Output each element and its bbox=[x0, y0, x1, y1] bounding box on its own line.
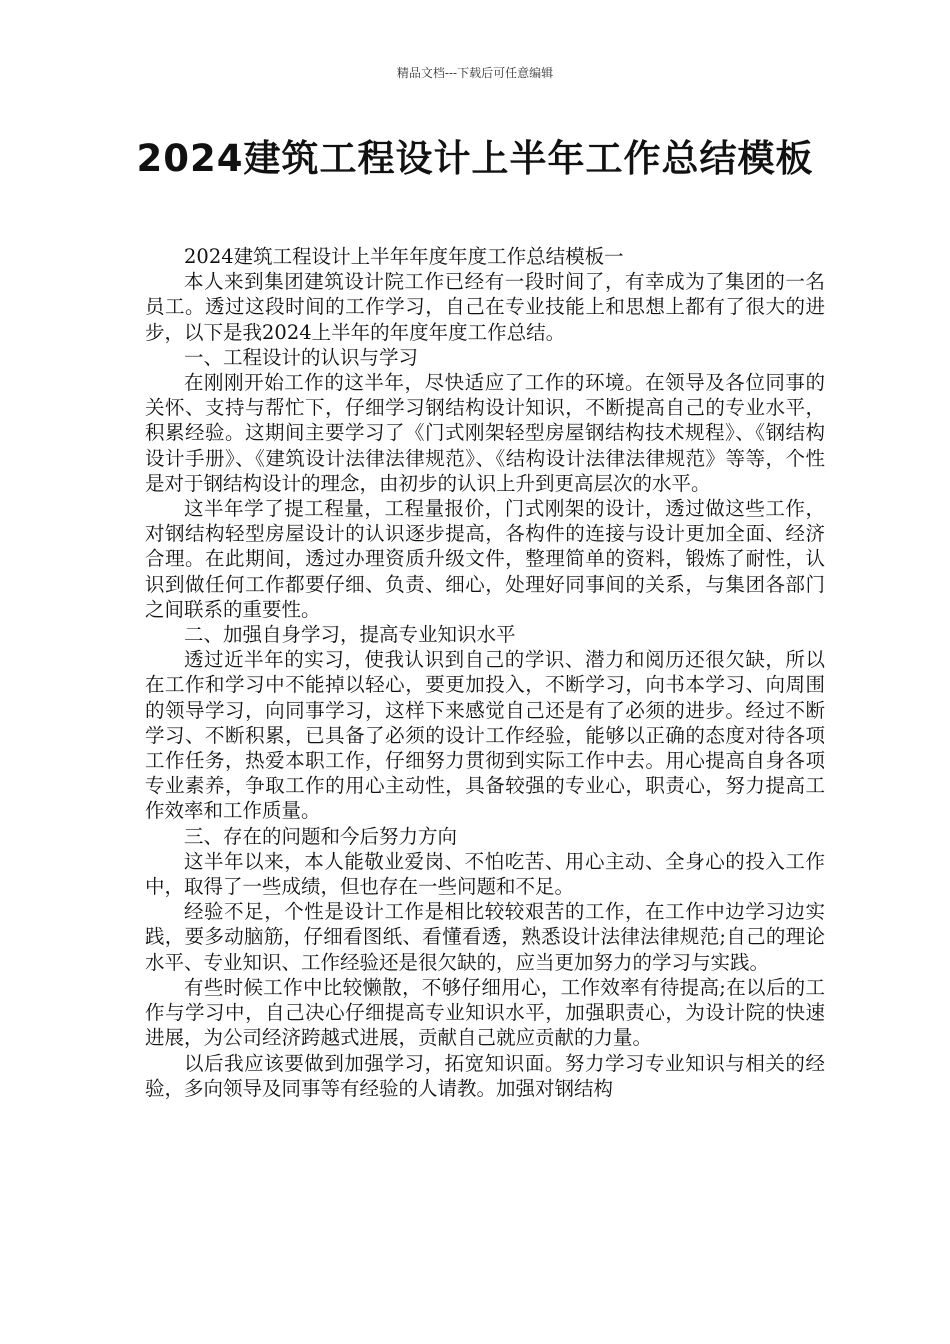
paragraph: 以后我应该要做到加强学习，拓宽知识面。努力学习专业知识与相关的经验，多向领导及同事等有经验的人请教。加强对钢结构 bbox=[145, 1051, 825, 1100]
paragraph: 透过近半年的实习，使我认识到自己的学识、潜力和阅历还很欠缺，所以在工作和学习中不能掉以轻心，要更加投入，不断学习，向书本学习、向周围的领导学习，向同事学习，这样下来感觉自己还是有了必须的进步。经过不断学习、不断积累，已具备了必须的设计工作经验，能够以正确的态度对待各项工作任务，热爱本职工作，仔细努力贯彻到实际工作中去。用心提高自身各项专业素养，争取工作的用心主动性，具备较强的专业心，职责心，努力提高工作效率和工作质量。 bbox=[145, 648, 825, 823]
subtitle-line: 2024建筑工程设计上半年年度年度工作总结模板一 bbox=[184, 245, 624, 268]
paragraph-intro: 本人来到集团建筑设计院工作已经有一段时间了，有幸成为了集团的一名员工。透过这段时间的工作学习，自己在专业技能上和思想上都有了很大的进步，以下是我2024上半年的年度年度工作总结。 bbox=[145, 270, 825, 344]
paragraph: 这半年学了提工程量，工程量报价，门式刚架的设计，透过做这些工作，对钢结构轻型房屋设计的认识逐步提高，各构件的连接与设计更加全面、经济合理。在此期间，透过办理资质升级文件，整理简单的资料，锻炼了耐性，认识到做任何工作都要仔细、负责、细心，处理好同事间的关系，与集团各部门之间联系的重要性。 bbox=[145, 497, 825, 621]
paragraph: 有些时候工作中比较懒散，不够仔细用心，工作效率有待提高;在以后的工作与学习中，自己决心仔细提高专业知识水平，加强职责心，为设计院的快速进展，为公司经济跨越式进展，贡献自己就应贡献的力量。 bbox=[145, 975, 825, 1050]
paragraph: 经验不足，个性是设计工作是相比较较艰苦的工作，在工作中边学习边实践，要多动脑筋，仔细看图纸、看懂看透，熟悉设计法律法律规范;自己的理论水平、专业知识、工作经验还是很欠缺的，应当更加努力的学习与实践。 bbox=[145, 900, 825, 974]
section-heading-2: 二、加强自身学习，提高专业知识水平 bbox=[184, 623, 516, 647]
paragraph: 这半年以来，本人能敬业爱岗、不怕吃苦、用心主动、全身心的投入工作中，取得了一些成绩，但也存在一些问题和不足。 bbox=[145, 849, 825, 899]
document-body bbox=[145, 244, 825, 1101]
document-title: 2024建筑工程设计上半年工作总结模板 bbox=[136, 137, 814, 180]
header-note: 精品文档---下载后可任意编辑 bbox=[396, 66, 554, 80]
section-heading-3: 三、存在的问题和今后努力方向 bbox=[184, 824, 458, 848]
section-heading-1: 一、工程设计的认识与学习 bbox=[184, 345, 419, 369]
paragraph: 在刚刚开始工作的这半年，尽快适应了工作的环境。在领导及各位同事的关怀、支持与帮忙下，仔细学习钢结构设计知识，不断提高自己的专业水平，积累经验。这期间主要学习了《门式刚架轻型房屋钢结构技术规程》、《钢结构设计手册》、《建筑设计法律法律规范》、《结构设计法律法律规范》等等，个性是对于钢结构设计的理念，由初步的认识上升到更高层次的水平。 bbox=[145, 371, 825, 495]
